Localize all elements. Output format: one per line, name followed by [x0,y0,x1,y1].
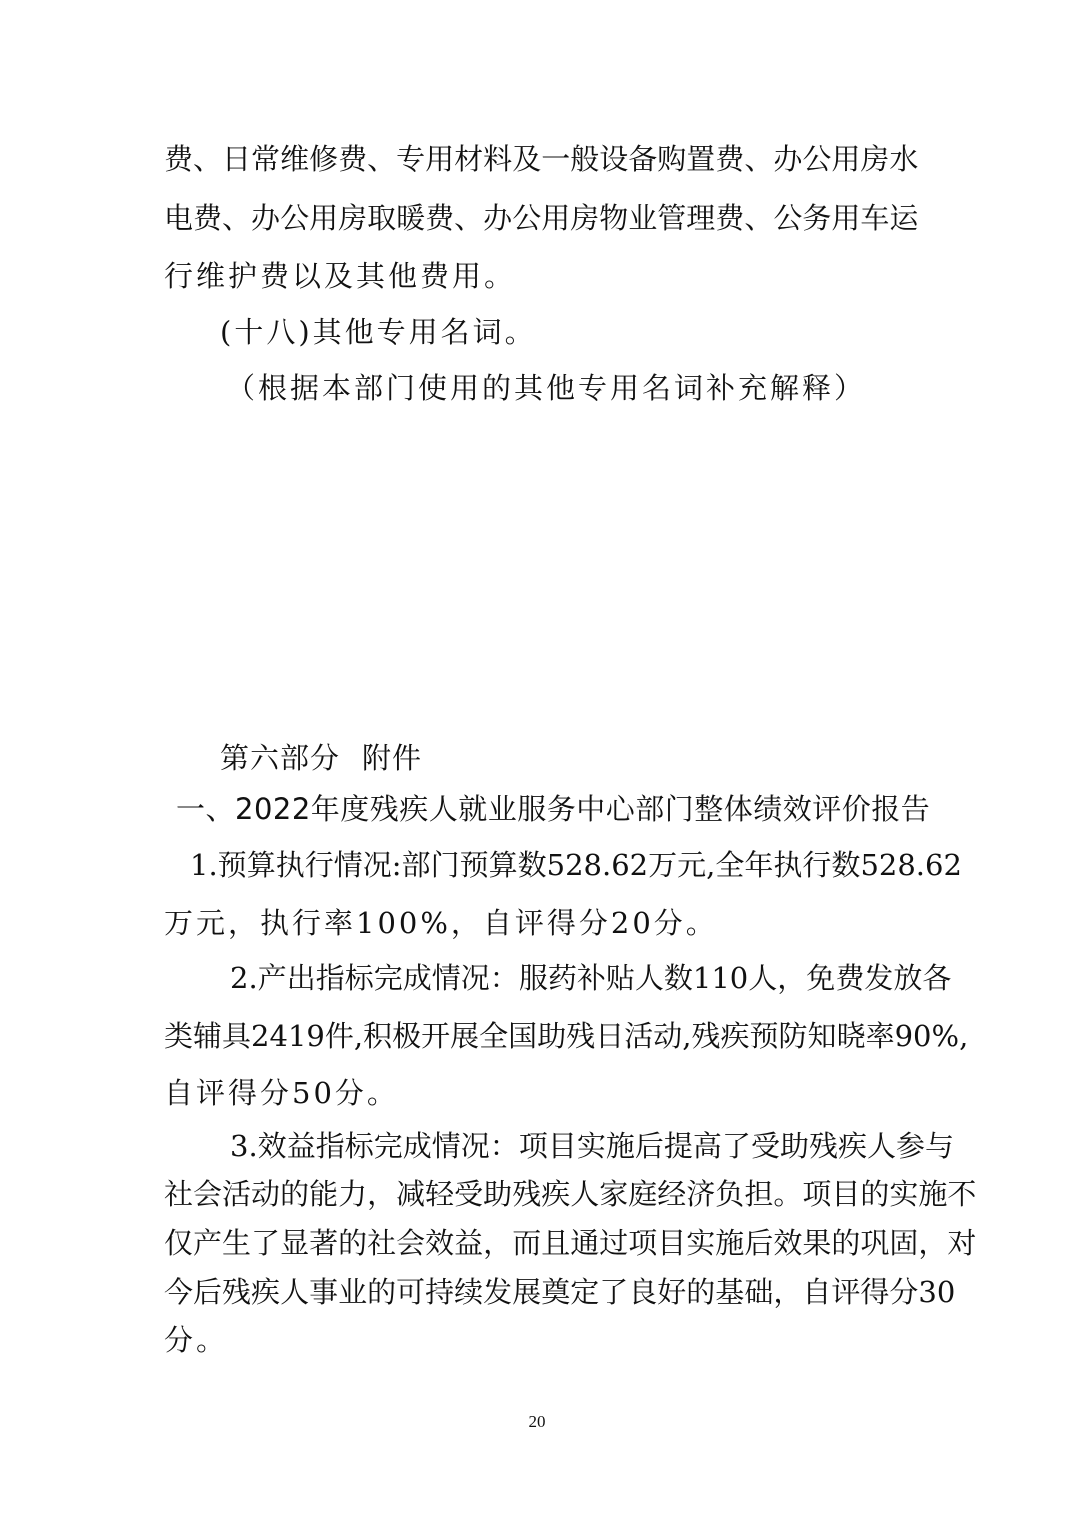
page-number: 20 [528,1412,546,1431]
subsection-heading: (十八)其他专用名词。 [220,315,537,349]
benefit-line: 3. 效 益 指 标 完 成 情 况 ： 项 目 实 施 后 提 高 了 受 助 残 疾 人 参 与 [230,1129,955,1163]
note-line: （根据本部门使用的其他专用名词补充解释） [226,371,867,405]
budget-line: 1. 预 算 执 行 情 况 : 部 门 预 算 数 528.62 万 元 , 全 年 执 行 数 528.62 [190,848,962,882]
output-line: 自评得分50分。 [164,1076,399,1110]
budget-line: 万元，执行率100%，自评得分20分。 [164,906,718,940]
body-line: 费 、 日 常 维 修 费 、 专 用 材 料 及 一 般 设 备 购 置 费 、 办 公 用 房 水 [164,142,919,176]
benefit-line: 社 会 活 动 的 能 力 ， 减 轻 受 助 残 疾 人 家 庭 经 济 负 担 。 项 目 的 实 施 不 [164,1177,977,1211]
output-line: 2. 产 出 指 标 完 成 情 况 ： 服 药 补 贴 人 数 110 人 ， 免 费 发 放 各 [230,961,952,995]
part-name: 附件 [362,741,423,775]
benefit-line: 分。 [164,1323,229,1357]
output-line: 类 辅 具 2419 件 , 积 极 开 展 全 国 助 残 日 活 动 , 残 疾 预 防 知 晓 率 90% , [164,1019,969,1053]
body-line: 行维护费以及其他费用。 [164,259,517,293]
benefit-line: 今 后 残 疾 人 事 业 的 可 持 续 发 展 奠 定 了 良 好 的 基 础 ， 自 评 得 分 30 [164,1275,956,1309]
part-heading [220,738,422,778]
benefit-line: 仅 产 生 了 显 著 的 社 会 效 益 ， 而 且 通 过 项 目 实 施 后 效 果 的 巩 固 ， 对 [164,1226,977,1260]
part-label: 第六部分 [220,741,341,775]
body-line: 电 费 、 办 公 用 房 取 暖 费 、 办 公 用 房 物 业 管 理 费 、 公 务 用 车 运 [164,201,919,235]
report-title: 一、2022年度残疾人就业服务中心部门整体绩效评价报告 [176,792,931,826]
